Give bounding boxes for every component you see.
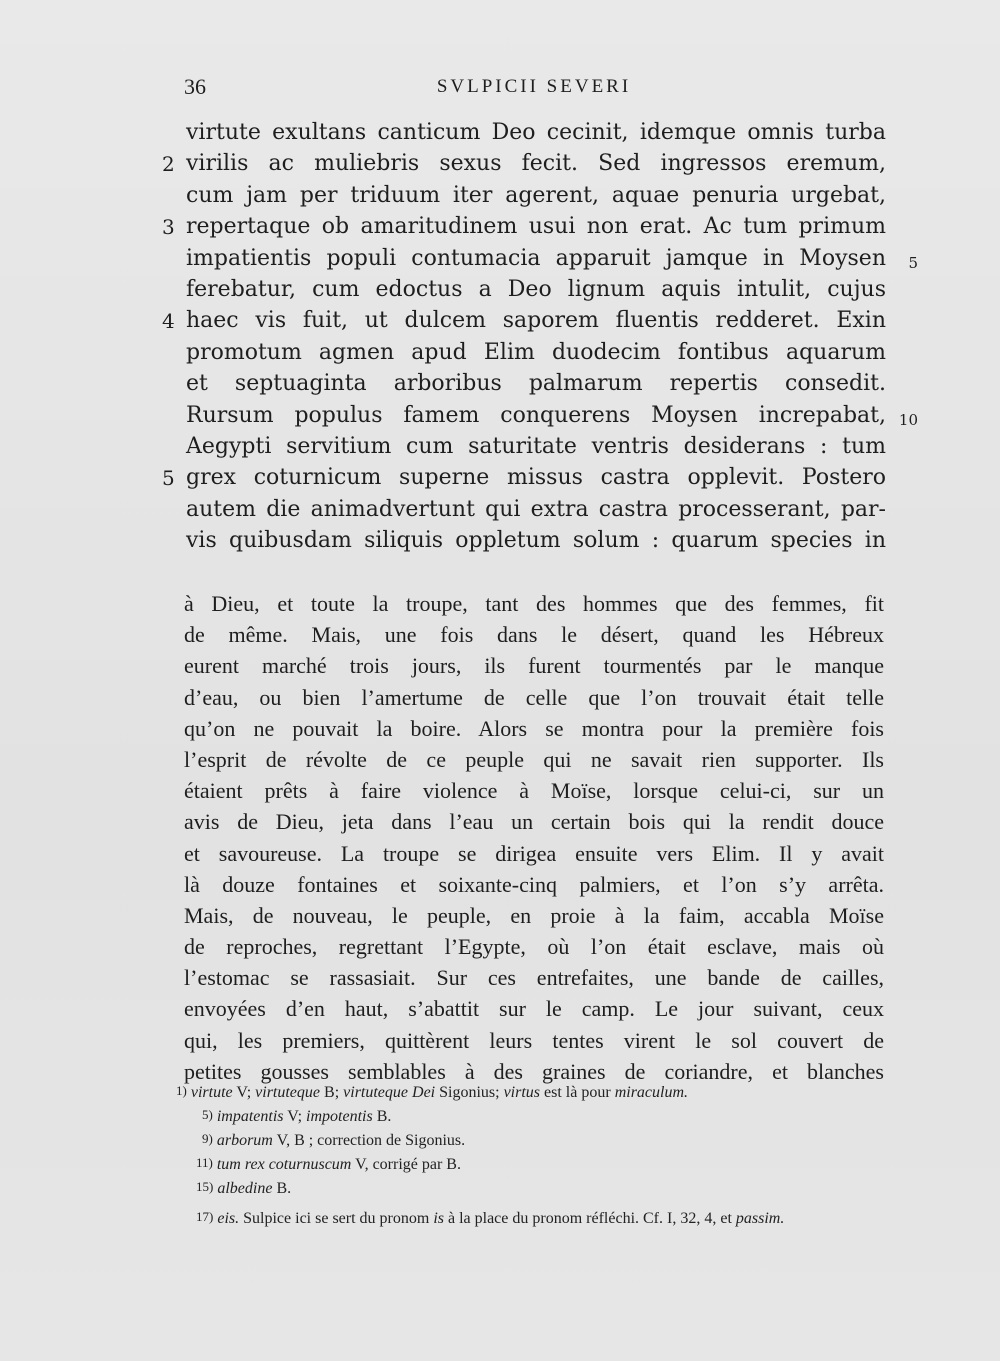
latin-line [162,461,886,495]
french-line: l’estomac se rassasiait. Sur ces entrefaites, une bande de cailles, [184,965,884,991]
french-line: à Dieu, et toute la troupe, tant des hommes que des femmes, fit [184,591,884,616]
french-line: qui, les premiers, quittèrent leurs tentes virent le sol couvert de [184,1027,884,1053]
latin-line-text: cum jam per triduum iter agerent, aquae penuria urgebat, [186,182,886,208]
footnote-marker: 5) [202,1107,213,1122]
left-margin-number: 2 [162,152,175,177]
french-line: eurent marché trois jours, ils furent tourmentés par le manque [184,653,884,679]
footnote-text: à la place du pronom réfléchi. Cf. I, 32, 4, et [443,1210,736,1227]
latin-line [186,179,886,213]
page-number: 36 [184,74,206,99]
footnote-variant: virtuteque Dei [343,1084,436,1101]
french-line: de reproches, regrettant l’Egypte, où l’on était esclave, mais où [184,934,884,960]
right-margin-number: 5 [908,253,918,272]
latin-line [186,399,918,433]
footnote-variant: virtute [190,1084,233,1101]
footnote-17 [196,1206,886,1230]
footnote-text: V, corrigé par B. [351,1156,461,1173]
latin-line-text: Rursum populus famem conquerens Moysen increpabat, [186,402,886,428]
french-line: l’esprit de révolte de ce peuple qui ne savait rien supporter. Ils [184,746,884,772]
french-line: petites gousses semblables à des graines de coriandre, et blanches [184,1058,884,1084]
latin-line [162,147,886,181]
french-line: Mais, de nouveau, le peuple, en proie à la faim, accabla Moïse [184,902,884,928]
left-margin-number: 4 [162,309,175,334]
latin-line-text: et septuaginta arboribus palmarum repertis consedit. [186,371,886,397]
footnote-variant: virtuteque [255,1084,321,1101]
page-header [184,74,884,104]
latin-line-text: haec vis fuit, ut dulcem saporem fluentis redderet. Exin [186,308,886,334]
latin-line [186,524,886,558]
latin-line-text: impatientis populi contumacia apparuit jamque in Moysen [186,245,886,271]
footnote-text: V, B ; correction de Sigonius. [272,1132,466,1149]
latin-line-text: virtute exultans canticum Deo cecinit, idemque omnis turba [186,120,886,145]
footnote-text: Sigonius; [435,1084,504,1101]
footnote-9 [202,1128,886,1152]
french-translation-block [184,588,884,1087]
latin-line [186,493,886,527]
latin-line [186,336,886,370]
french-line: étaient prêts à faire violence à Moïse, lorsque celui-ci, sur un [184,778,884,804]
footnote-11 [196,1152,886,1176]
footnote-text: est là pour [540,1084,615,1101]
french-line: et savoureuse. La troupe se dirigea ensuite vers Elim. Il y avait [184,840,884,866]
footnotes [176,1080,886,1230]
latin-line-text: ferebatur, cum edoctus a Deo lignum aquis intulit, cujus [186,277,886,302]
footnote-variant: eis. [217,1210,240,1227]
latin-line [186,242,918,276]
french-line: de même. Mais, une fois dans le désert, quand les Hébreux [184,622,884,648]
footnote-marker: 11) [196,1155,213,1170]
footnote-marker: 17) [196,1209,214,1224]
left-margin-number: 5 [162,466,175,491]
footnote-variant: albedine [217,1180,273,1197]
right-margin-number: 10 [898,410,918,429]
footnote-variant: tum rex coturnuscum [216,1156,352,1173]
footnote-variant: impatentis [216,1108,284,1125]
footnote-text: B; [320,1084,344,1101]
french-line: avis de Dieu, jeta dans l’eau un certain bois qui la rendit douce [184,809,884,835]
footnote-text: V; [232,1084,256,1101]
latin-line-text: promotum agmen apud Elim duodecim fontibus aquarum [186,339,886,365]
footnote-text: B. [372,1108,392,1125]
footnote-marker: 1) [176,1083,187,1098]
latin-line-text: virilis ac muliebris sexus fecit. Sed ingressos eremum, [186,151,886,177]
footnote-variant: impotentis [306,1108,373,1125]
french-line: envoyées d’en haut, s’abattit sur le camp. Le jour suivant, ceux [184,996,884,1022]
footnote-15 [196,1176,886,1200]
latin-line-text: Aegypti servitium cum saturitate ventris desiderans : tum [186,434,886,459]
latin-line-text: autem die animadvertunt qui extra castra processerant, par- [186,496,886,522]
left-margin-number: 3 [162,215,175,240]
latin-line-text: vis quibusdam siliquis oppletum solum : quarum species in [186,528,886,554]
latin-line [162,304,886,338]
running-title: SVLPICII SEVERI [436,76,632,97]
latin-line-text: grex coturnicum superne missus castra opplevit. Postero [186,465,886,491]
footnote-marker: 15) [196,1179,214,1194]
footnote-marker: 9) [202,1131,213,1146]
footnote-variant: miraculum. [614,1084,689,1101]
footnote-variant: is [433,1210,444,1227]
footnote-text: B. [272,1180,292,1197]
footnote-5 [202,1104,886,1128]
latin-line [186,430,886,464]
footnote-variant: passim. [735,1210,785,1227]
french-line: là douze fontaines et soixante-cinq palmiers, et l’on s’y arrêta. [184,871,884,897]
french-line: qu’on ne pouvait la boire. Alors se montra pour la première fois [184,715,884,741]
footnote-variant: arborum [216,1132,273,1149]
footnote-text: Sulpice ici se sert du pronom [239,1210,434,1227]
latin-line-text: repertaque ob amaritudinem usui non erat. Ac tum primum [186,214,886,240]
latin-line [186,116,886,150]
footnote-text: V; [283,1108,307,1125]
latin-line [162,210,886,244]
french-line: d’eau, ou bien l’amertume de celle que l’on trouvait était telle [184,684,884,710]
footnote-variant: virtus [503,1084,541,1101]
footnote-1 [176,1080,886,1104]
latin-line [186,367,886,401]
latin-line [186,273,886,307]
